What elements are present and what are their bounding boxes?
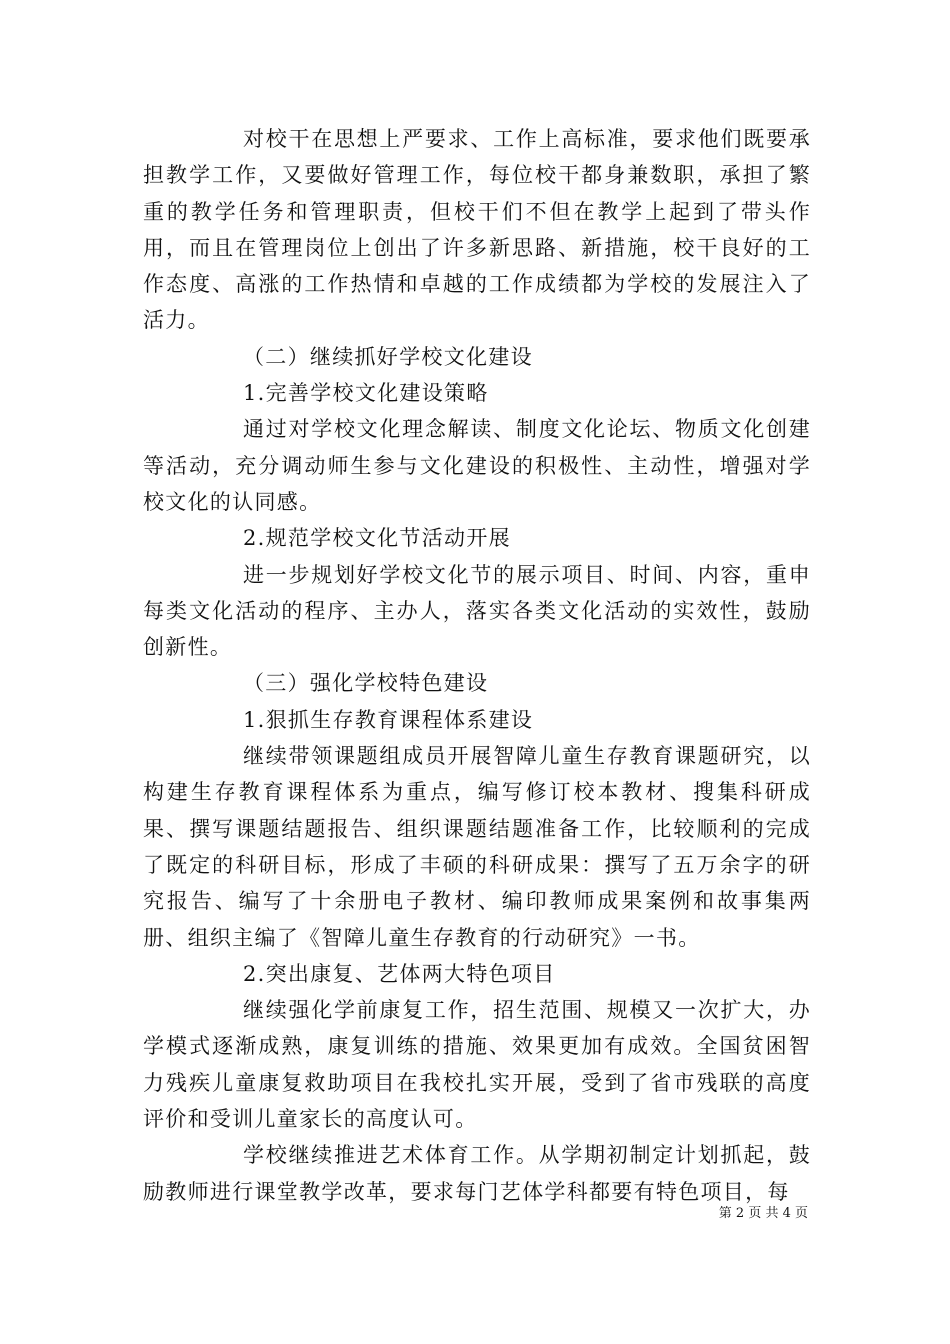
document-body [143,121,811,1210]
paragraph-rehab: 继续强化学前康复工作，招生范围、规模又一次扩大，办学模式逐渐成熟，康复训练的措施、效果更加有成效。全国贫困智力残疾儿童康复救助项目在我校扎实开展，受到了省市残联的高度评价和受训儿童家长的高度认可。 [143,998,811,1132]
section-heading-culture: （二）继续抓好学校文化建设 [243,344,533,369]
paragraph-culture-festival: 进一步规划好学校文化节的展示项目、时间、内容，重申每类文化活动的程序、主办人，落实各类文化活动的实效性，鼓励创新性。 [143,562,811,660]
section-heading-features: （三）强化学校特色建设 [243,671,489,696]
page-number: 第 2 页 共 4 页 [718,1206,808,1221]
paragraph-arts-sports: 学校继续推进艺术体育工作。从学期初制定计划抓起，鼓励教师进行课堂教学改革，要求每门艺体学科都要有特色项目，每 [143,1143,811,1204]
subheading-culture-festival: 2.规范学校文化节活动开展 [243,526,511,551]
paragraph-curriculum: 继续带领课题组成员开展智障儿童生存教育课题研究，以构建生存教育课程体系为重点，编写修订校本教材、搜集科研成果、撰写课题结题报告、组织课题结题准备工作，比较顺利的完成了既定的科研目标，形成了丰硕的科研成果：撰写了五万余字的研究报告、编写了十余册电子教材、编印教师成果案例和故事集两册、组织主编了《智障儿童生存教育的行动研究》一书。 [143,744,811,950]
subheading-rehab-arts: 2.突出康复、艺体两大特色项目 [243,961,556,986]
subheading-curriculum: 1.狠抓生存教育课程体系建设 [243,707,534,732]
paragraph-cadre-requirements: 对校干在思想上严要求、工作上高标准，要求他们既要承担教学工作，又要做好管理工作，每位校干都身兼数职，承担了繁重的教学任务和管理职责，但校干们不但在教学上起到了带头作用，而且在管理岗位上创出了许多新思路、新措施，校干良好的工作态度、高涨的工作热情和卓越的工作成绩都为学校的发展注入了活力。 [143,127,811,333]
paragraph-culture-strategy: 通过对学校文化理念解读、制度文化论坛、物质文化创建等活动，充分调动师生参与文化建设的积极性、主动性，增强对学校文化的认同感。 [143,417,811,514]
subheading-culture-strategy: 1.完善学校文化建设策略 [243,381,489,406]
